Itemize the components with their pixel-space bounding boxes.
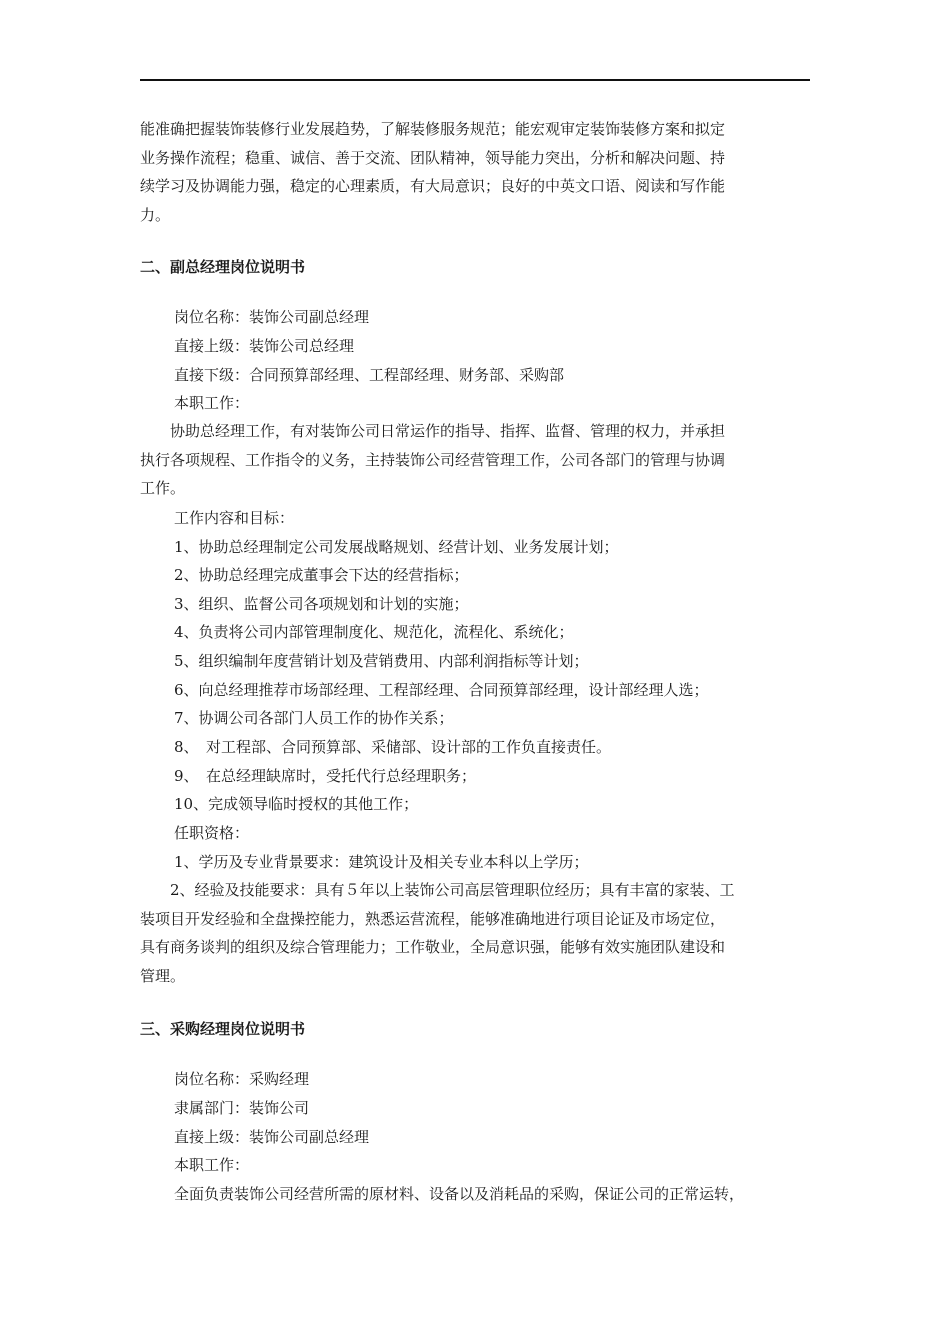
direct-superior: 直接上级：装饰公司副总经理 — [174, 1128, 370, 1146]
department: 隶属部门：装饰公司 — [174, 1099, 310, 1117]
text-line: 执行各项规程、工作指令的义务，主持装饰公司经营管理工作，公司各部门的管理与协调 — [140, 450, 726, 469]
list-item: 2、协助总经理完成董事会下达的经营指标； — [174, 566, 469, 584]
text-line: 能准确把握装饰装修行业发展趋势，了解装修服务规范；能宏观审定装饰装修方案和拟定 — [140, 120, 726, 138]
list-item: 3、组织、监督公司各项规划和计划的实施； — [174, 595, 469, 613]
direct-subordinates: 直接下级：合同预算部经理、工程部经理、财务部、采购部 — [174, 366, 565, 384]
text-line: 续学习及协调能力强，稳定的心理素质，有大局意识；良好的中英文口语、阅读和写作能 — [140, 177, 726, 196]
list-item: 8、 对工程部、合同预算部、采储部、设计部的工作负直接责任。 — [174, 738, 612, 756]
list-item: 4、负责将公司内部管理制度化、规范化，流程化、系统化； — [174, 623, 574, 641]
text-line: 业务操作流程；稳重、诚信、善于交流、团队精神，领导能力突出，分析和解决问题、持 — [140, 148, 726, 167]
text-line: 工作。 — [140, 479, 186, 498]
text-line: 协助总经理工作，有对装饰公司日常运作的指导、指挥、监督、管理的权力，并承担 — [140, 422, 726, 440]
text-line: 装项目开发经验和全盘操控能力，熟悉运营流程，能够准确地进行项目论证及市场定位， — [140, 909, 726, 928]
list-item: 5、组织编制年度营销计划及营销费用、内部利润指标等计划； — [174, 652, 589, 670]
intro-paragraph — [140, 115, 810, 229]
duty-text: 全面负责装饰公司经营所需的原材料、设备以及消耗品的采购，保证公司的正常运转， — [174, 1185, 745, 1203]
duty-label: 本职工作： — [174, 394, 250, 412]
text-line: 力。 — [140, 205, 171, 224]
list-item: 9、 在总经理缺席时，受托代行总经理职务； — [174, 767, 477, 785]
post-name: 岗位名称：装饰公司副总经理 — [174, 308, 370, 326]
section-heading-deputy-gm: 二、副总经理岗位说明书 — [140, 258, 306, 276]
qualification-experience — [140, 876, 810, 990]
text-line: 2、经验及技能要求：具有５年以上装饰公司高层管理职位经历；具有丰富的家装、工 — [140, 881, 735, 899]
direct-superior: 直接上级：装饰公司总经理 — [174, 337, 355, 355]
text-line: 具有商务谈判的组织及综合管理能力；工作敬业，全局意识强，能够有效实施团队建设和 — [140, 938, 726, 957]
list-item: 1、协助总经理制定公司发展战略规划、经营计划、业务发展计划； — [174, 538, 619, 556]
header-rule — [140, 79, 810, 81]
work-content-label: 工作内容和目标： — [174, 509, 295, 527]
list-item: 6、向总经理推荐市场部经理、工程部经理、合同预算部经理，设计部经理人选； — [174, 681, 709, 699]
list-item: 7、协调公司各部门人员工作的协作关系； — [174, 709, 454, 727]
qualifications-label: 任职资格： — [174, 824, 250, 842]
qualification-education: 1、学历及专业背景要求：建筑设计及相关专业本科以上学历； — [174, 853, 589, 871]
post-name: 岗位名称：采购经理 — [174, 1070, 310, 1088]
duty-label: 本职工作： — [174, 1156, 250, 1174]
duty-paragraph — [140, 417, 810, 503]
list-item: 10、完成领导临时授权的其他工作； — [174, 795, 419, 813]
section-heading-purchasing-manager: 三、采购经理岗位说明书 — [140, 1020, 306, 1038]
text-line: 管理。 — [140, 966, 186, 985]
